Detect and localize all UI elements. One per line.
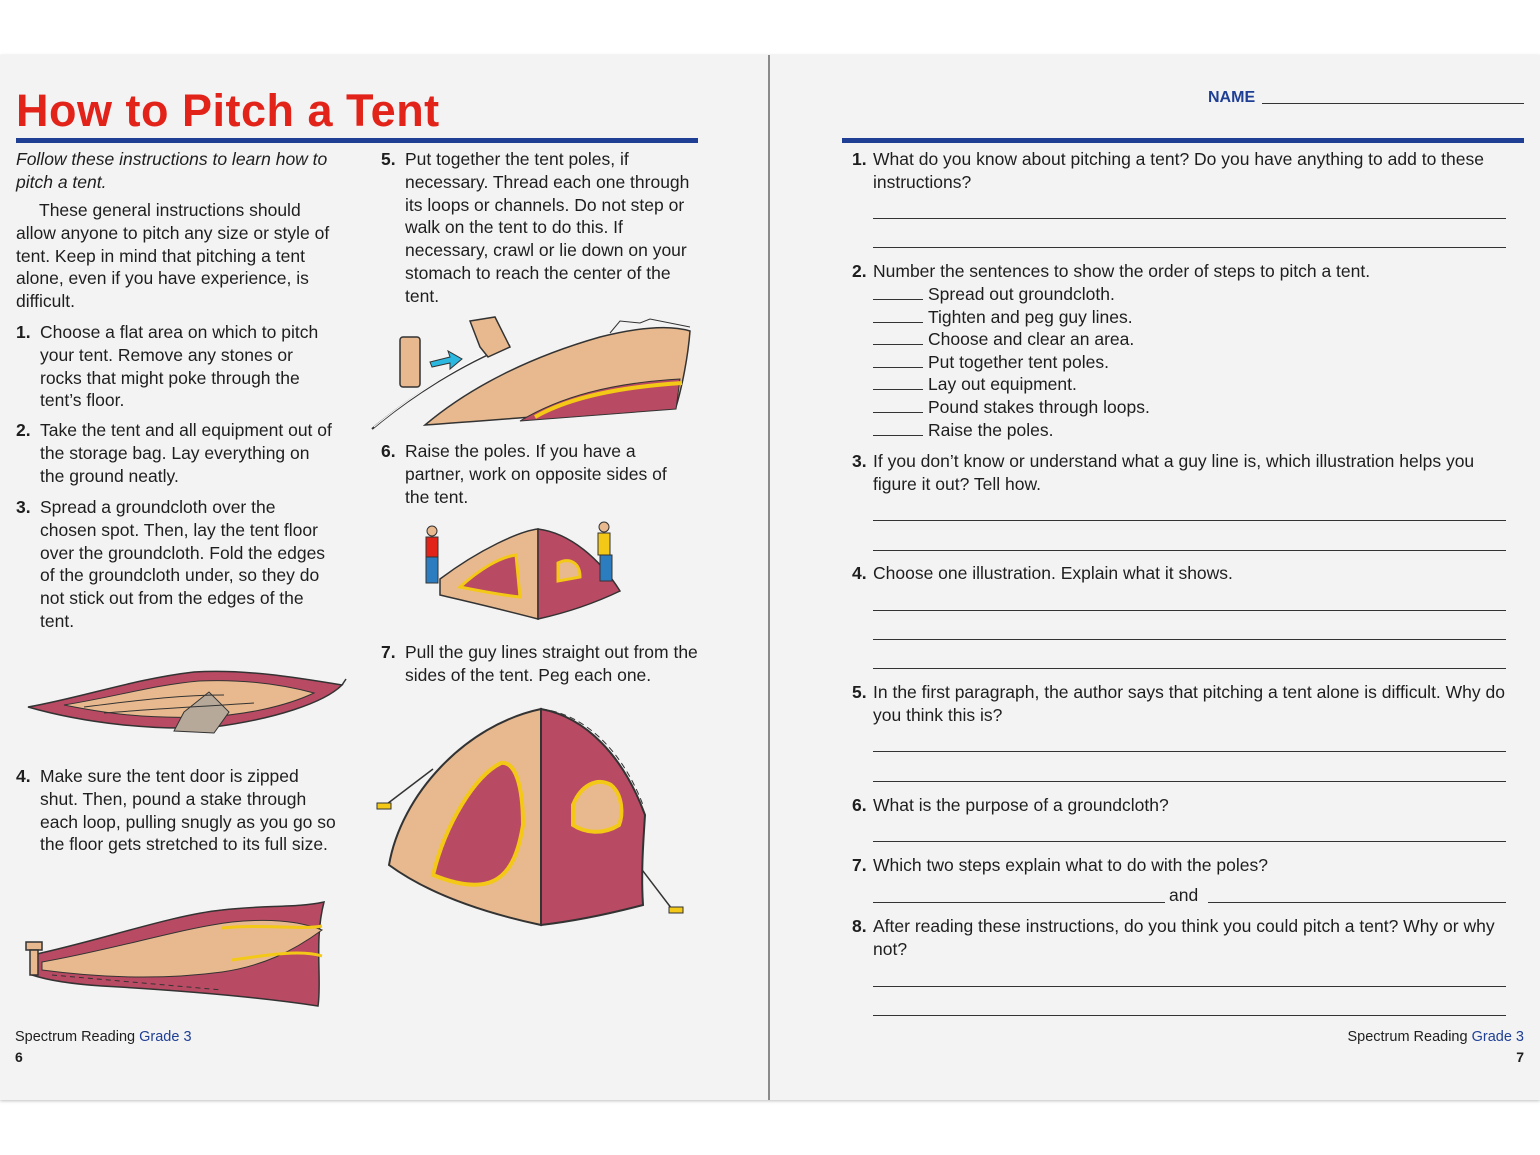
- order-item-text: Lay out equipment.: [928, 374, 1077, 394]
- page-title: How to Pitch a Tent: [16, 85, 440, 136]
- question-number: 7.: [852, 855, 867, 875]
- step-text: Take the tent and all equipment out of the storage bag. Lay everything on the ground neatly.: [40, 420, 332, 486]
- answer-line[interactable]: [873, 247, 1506, 248]
- question-text: If you don’t know or understand what a guy line is, which illustration helps you figure it out? Tell how.: [873, 451, 1475, 494]
- question-2: [852, 260, 1517, 283]
- question-number: 6.: [852, 795, 867, 815]
- right-page-number: 7: [1516, 1049, 1524, 1065]
- question-5: [852, 681, 1517, 727]
- order-item: [873, 283, 1115, 306]
- step-text: Raise the poles. If you have a partner, work on opposite sides of the tent.: [405, 441, 667, 507]
- order-item-text: Choose and clear an area.: [928, 329, 1135, 349]
- question-number: 4.: [852, 563, 867, 583]
- step-2: [16, 419, 336, 487]
- step-7: [381, 641, 701, 687]
- question-text: In the first paragraph, the author says that pitching a tent alone is difficult. Why do you think this is?: [873, 682, 1505, 725]
- order-item: [873, 396, 1150, 419]
- order-item-text: Spread out groundcloth.: [928, 284, 1115, 304]
- step-number: 7.: [381, 642, 396, 662]
- order-blank[interactable]: [873, 285, 923, 300]
- order-blank[interactable]: [873, 330, 923, 345]
- order-blank[interactable]: [873, 353, 923, 368]
- step-number: 3.: [16, 497, 31, 517]
- order-item-text: Tighten and peg guy lines.: [928, 307, 1133, 327]
- intro-italic: Follow these instructions to learn how to pitch a tent.: [16, 149, 328, 192]
- footer-grade: Grade 3: [139, 1029, 192, 1045]
- step-number: 2.: [16, 420, 31, 440]
- footer-title: Spectrum Reading: [1347, 1029, 1472, 1045]
- answer-line[interactable]: [1208, 902, 1506, 903]
- question-number: 1.: [852, 149, 867, 169]
- book-spread: [0, 55, 1540, 1100]
- answer-line[interactable]: [873, 520, 1506, 521]
- question-6: [852, 794, 1517, 817]
- order-blank[interactable]: [873, 308, 923, 323]
- order-item-text: Pound stakes through loops.: [928, 397, 1150, 417]
- question-text: Which two steps explain what to do with the poles?: [873, 855, 1268, 875]
- question-1: [852, 148, 1517, 194]
- step-text: Spread a groundcloth over the chosen spot. Then, lay the tent floor over the groundcloth. Fold the edges of the groundcloth under, so they do not stick out from the edges of the tent.: [40, 497, 326, 631]
- question-8: [852, 915, 1517, 961]
- question-text: Choose one illustration. Explain what it shows.: [873, 563, 1233, 583]
- order-blank[interactable]: [873, 375, 923, 390]
- question-number: 8.: [852, 916, 867, 936]
- step-number: 5.: [381, 149, 396, 169]
- step-text: Choose a flat area on which to pitch your tent. Remove any stones or rocks that might poke through the tent’s floor.: [40, 322, 319, 411]
- order-item: [873, 306, 1133, 329]
- and-word: and: [1169, 885, 1199, 905]
- order-item: [873, 351, 1109, 374]
- answer-line[interactable]: [873, 218, 1506, 219]
- step-1: [16, 321, 336, 412]
- answer-line[interactable]: [873, 639, 1506, 640]
- title-rule: [16, 138, 698, 143]
- order-item-text: Put together tent poles.: [928, 352, 1109, 372]
- step-number: 4.: [16, 766, 31, 786]
- order-item: [873, 419, 1054, 442]
- book-spine: [768, 55, 770, 1100]
- raising-tent-illustration: [420, 519, 630, 625]
- left-page-number: 6: [15, 1049, 23, 1065]
- answer-line[interactable]: [873, 986, 1506, 987]
- question-text: After reading these instructions, do you think you could pitch a tent? Why or why not?: [873, 916, 1495, 959]
- name-label: NAME: [1208, 89, 1256, 106]
- step-text: Put together the tent poles, if necessary. Thread each one through its loops or channels. Do not step or walk on the tent to do this. If necessary, crawl or lie down on your stomach to reach the center of the tent.: [405, 149, 690, 306]
- question-7: [852, 854, 1517, 877]
- name-field-line[interactable]: [1262, 103, 1524, 104]
- questions-rule: [842, 138, 1524, 143]
- order-item: [873, 328, 1134, 351]
- answer-line[interactable]: [873, 751, 1506, 752]
- order-blank[interactable]: [873, 398, 923, 413]
- question-number: 5.: [852, 682, 867, 702]
- step-5: [381, 148, 691, 308]
- question-number: 3.: [852, 451, 867, 471]
- right-footer: [1347, 1029, 1524, 1045]
- answer-line[interactable]: [873, 781, 1506, 782]
- question-text: What do you know about pitching a tent? Do you have anything to add to these instructions?: [873, 149, 1484, 192]
- answer-line[interactable]: [873, 668, 1506, 669]
- answer-line[interactable]: [873, 841, 1506, 842]
- step-number: 1.: [16, 322, 31, 342]
- footer-grade: Grade 3: [1471, 1029, 1524, 1045]
- order-item: [873, 373, 1077, 396]
- order-item-text: Raise the poles.: [928, 420, 1054, 440]
- answer-line[interactable]: [873, 610, 1506, 611]
- step-6: [381, 440, 691, 508]
- question-number: 2.: [852, 261, 867, 281]
- pitched-tent-illustration: [375, 705, 695, 927]
- step-number: 6.: [381, 441, 396, 461]
- step-3: [16, 496, 336, 633]
- intro-paragraph: These general instructions should allow anyone to pitch any size or style of tent. Keep in mind that pitching a tent alone, even if you have experience, is difficult.: [16, 200, 330, 312]
- step-text: Pull the guy lines straight out from the sides of the tent. Peg each one.: [405, 642, 698, 685]
- answer-line[interactable]: [873, 550, 1506, 551]
- groundcloth-illustration: [24, 667, 349, 739]
- step-4: [16, 765, 336, 856]
- staked-tent-floor-illustration: [22, 900, 327, 1012]
- left-footer: [15, 1029, 192, 1045]
- question-4: [852, 562, 1517, 585]
- answer-line[interactable]: [873, 1015, 1506, 1016]
- question-text: Number the sentences to show the order of steps to pitch a tent.: [873, 261, 1371, 281]
- step-text: Make sure the tent door is zipped shut. Then, pound a stake through each loop, pulling snugly as you go so the floor gets stretched to its full size.: [40, 766, 336, 855]
- footer-title: Spectrum Reading: [15, 1029, 140, 1045]
- order-blank[interactable]: [873, 421, 923, 436]
- pole-threading-illustration: [370, 317, 694, 429]
- answer-line[interactable]: [873, 902, 1165, 903]
- question-3: [852, 450, 1517, 496]
- question-text: What is the purpose of a groundcloth?: [873, 795, 1169, 815]
